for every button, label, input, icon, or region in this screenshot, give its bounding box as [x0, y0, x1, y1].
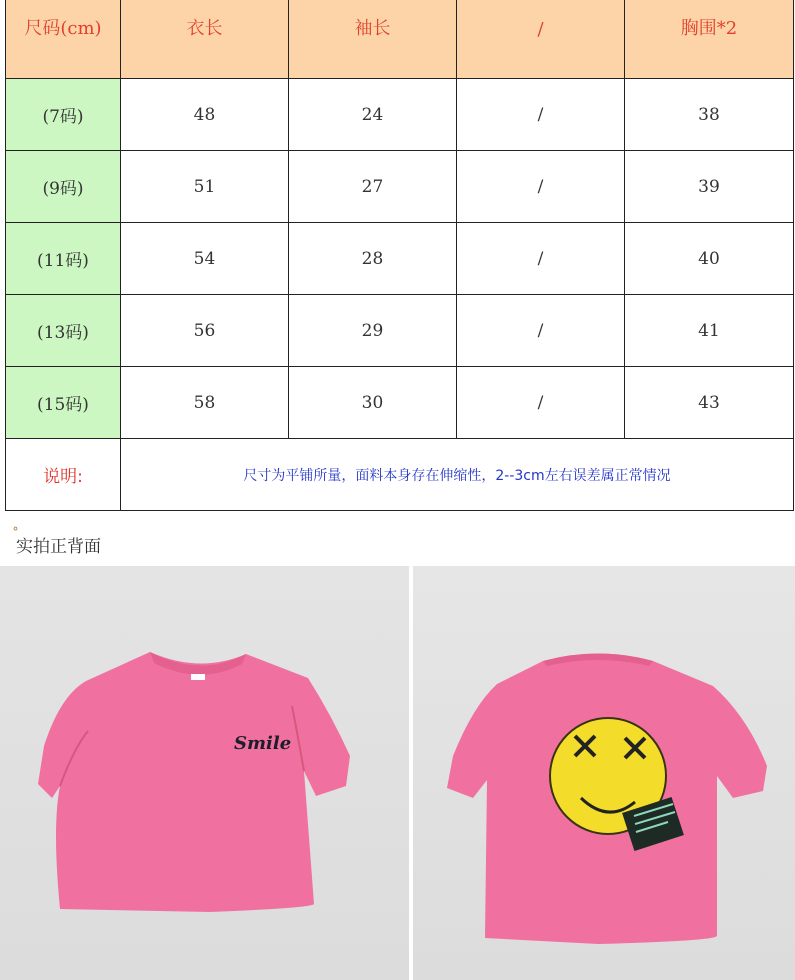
header-chest: 胸围*2: [625, 0, 794, 79]
front-photo: [0, 566, 409, 980]
size-cell: (13码): [6, 295, 121, 367]
other-cell: /: [457, 151, 625, 223]
table-row: [6, 79, 794, 151]
size-cell: (11码): [6, 223, 121, 295]
table-row: [6, 367, 794, 439]
header-other: /: [457, 0, 625, 79]
size-chart-table: [5, 0, 794, 511]
sleeve-cell: 24: [289, 79, 457, 151]
other-cell: /: [457, 367, 625, 439]
table-row: [6, 223, 794, 295]
front-tshirt-illustration: [0, 566, 409, 980]
sleeve-cell: 28: [289, 223, 457, 295]
note-label: 说明:: [43, 467, 83, 487]
length-cell: 51: [121, 151, 289, 223]
chest-cell: 40: [625, 223, 794, 295]
length-cell: 48: [121, 79, 289, 151]
sleeve-cell: 30: [289, 367, 457, 439]
size-chart-header-row: [6, 0, 794, 79]
chest-cell: 39: [625, 151, 794, 223]
caption-mark-icon: ˚: [12, 527, 19, 543]
length-cell: 56: [121, 295, 289, 367]
size-cell: (15码): [6, 367, 121, 439]
chest-cell: 38: [625, 79, 794, 151]
size-cell: (9码): [6, 151, 121, 223]
other-cell: /: [457, 295, 625, 367]
chest-cell: 43: [625, 367, 794, 439]
back-tshirt-illustration: [413, 566, 795, 980]
note-text: 尺寸为平铺所量，面料本身存在伸缩性，2--3cm左右误差属正常情况: [243, 467, 671, 484]
sleeve-cell: 29: [289, 295, 457, 367]
length-cell: 58: [121, 367, 289, 439]
note-text-cell: [121, 439, 794, 511]
front-collar-label: [191, 674, 205, 680]
back-photo: [413, 566, 795, 980]
note-label-cell: [6, 439, 121, 511]
section-caption-text: 实拍正背面: [16, 537, 101, 557]
table-row: [6, 151, 794, 223]
table-row: [6, 295, 794, 367]
other-cell: /: [457, 223, 625, 295]
section-caption: [12, 527, 101, 557]
note-row: [6, 439, 794, 511]
header-length: 衣长: [121, 0, 289, 79]
sleeve-cell: 27: [289, 151, 457, 223]
header-sleeve: 袖长: [289, 0, 457, 79]
other-cell: /: [457, 79, 625, 151]
front-print-text: Smile: [234, 733, 292, 754]
chest-cell: 41: [625, 295, 794, 367]
header-size: 尺码(cm): [6, 0, 121, 79]
length-cell: 54: [121, 223, 289, 295]
size-cell: (7码): [6, 79, 121, 151]
front-tshirt-body: [38, 652, 350, 912]
